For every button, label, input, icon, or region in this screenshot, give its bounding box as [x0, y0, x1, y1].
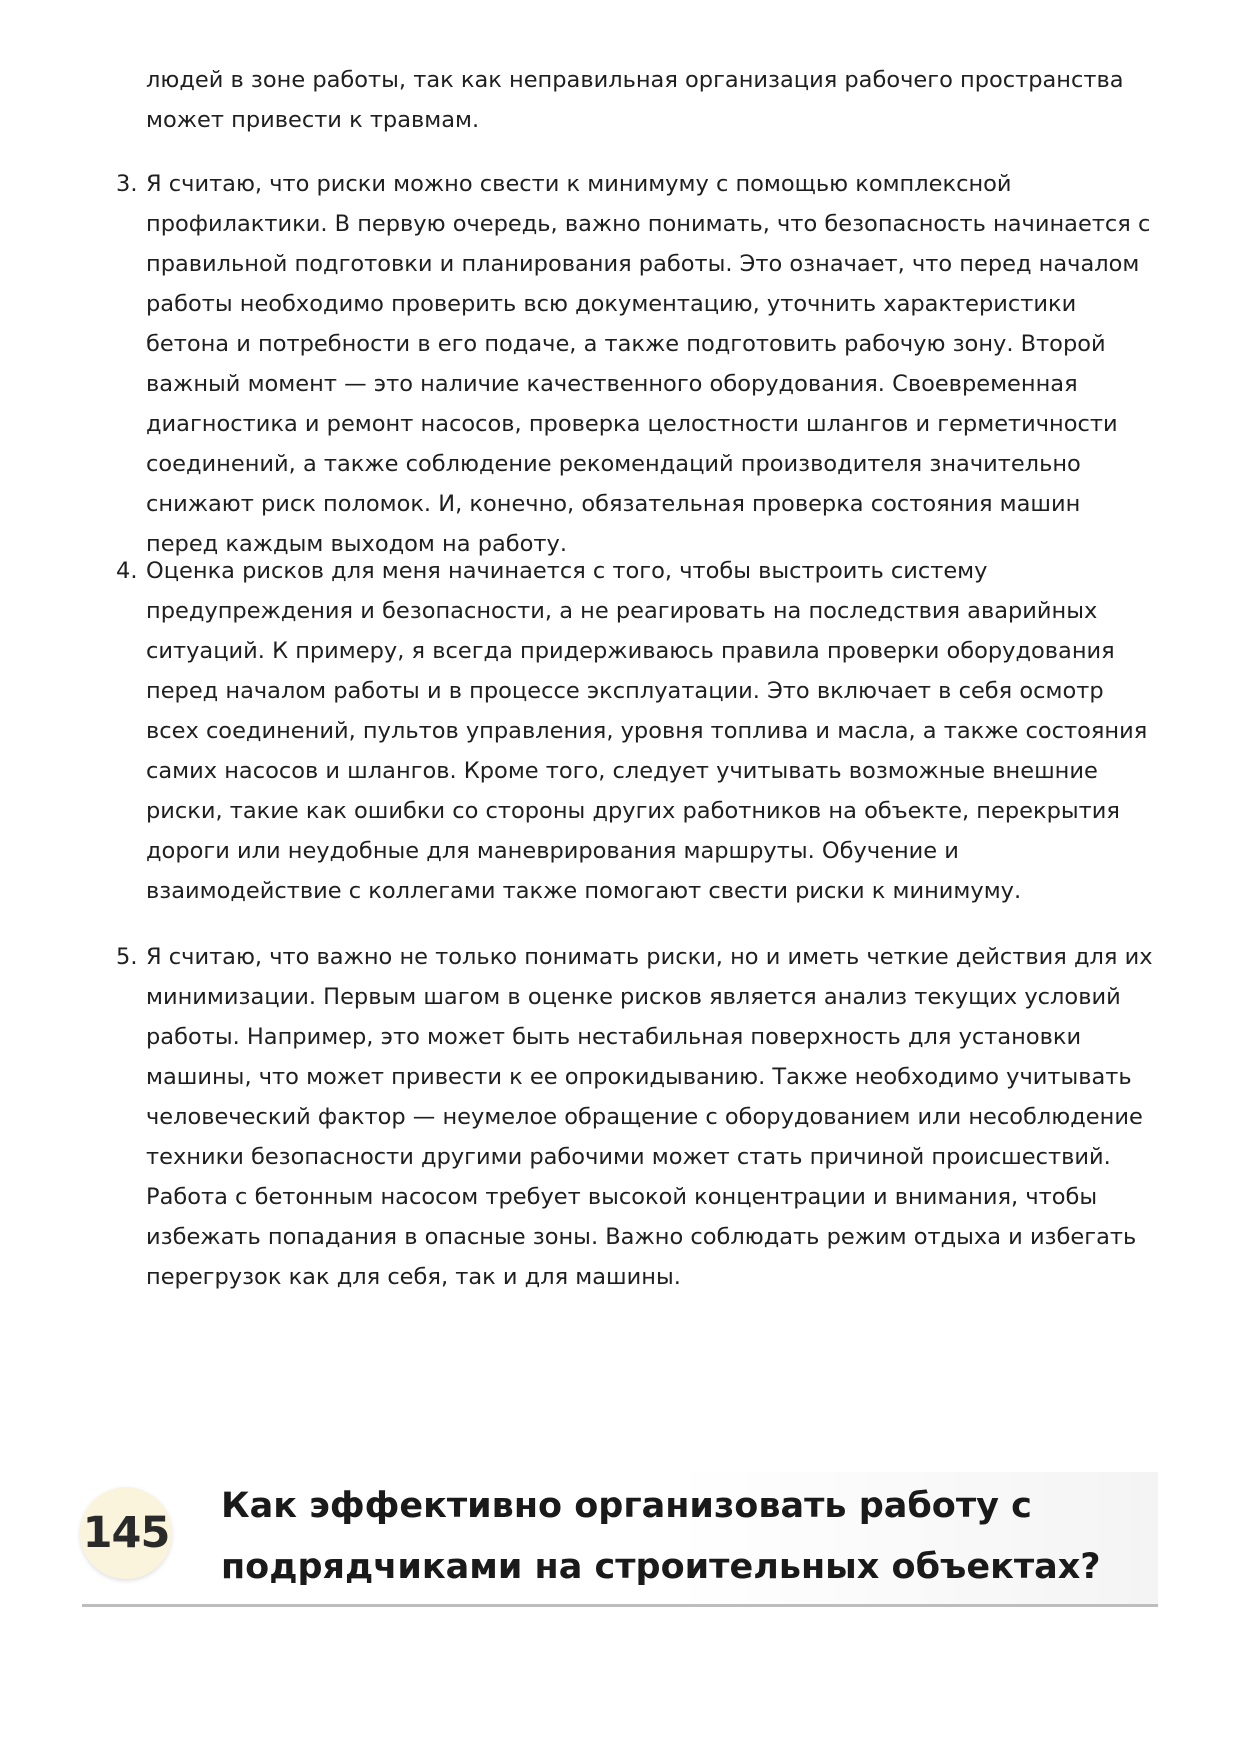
list-item-number: 3. [116, 171, 138, 197]
question-divider [82, 1604, 1158, 1607]
list-item-number: 4. [116, 558, 138, 584]
list-item-4 [116, 551, 1156, 911]
paragraph-continuation: людей в зоне работы, так как неправильная организация рабочего пространства может привести к травмам. [146, 67, 1124, 133]
question-title: Как эффективно организовать работу с подрядчиками на строительных объектах? [221, 1486, 1101, 1587]
list-item-number: 5. [116, 944, 138, 970]
list-item-text: Оценка рисков для меня начинается с того, чтобы выстроить систему предупреждения и безопасности, а не реагировать на последствия аварийных ситуаций. К примеру, я всегда придерживаюсь правила проверки оборудования перед началом работы и в процессе эксплуатации. Это включает в себя осмотр всех соединений, пультов управления, уровня топлива и масла, а также состояния самих насосов и шлангов. Кроме того, следует учитывать возможные внешние риски, такие как ошибки со стороны других работников на объекте, перекрытия дороги или неудобные для маневрирования маршруты. Обучение и взаимодействие с коллегами также помогают свести риски к минимуму. [146, 558, 1148, 904]
list-item-text: Я считаю, что риски можно свести к минимуму с помощью комплексной профилактики. В первую очередь, важно понимать, что безопасность начинается с правильной подготовки и планирования работы. Это означает, что перед началом работы необходимо проверить всю документацию, уточнить характеристики бетона и потребности в его подаче, а также подготовить рабочую зону. Второй важный момент — это наличие качественного оборудования. Своевременная диагностика и ремонт насосов, проверка целостности шлангов и герметичности соединений, а также соблюдение рекомендаций производителя значительно снижают риск поломок. И, конечно, обязательная проверка состояния машин перед каждым выходом на работу. [146, 171, 1151, 557]
list-item-text: Я считаю, что важно не только понимать риски, но и иметь четкие действия для их минимизации. Первым шагом в оценке рисков является анализ текущих условий работы. Например, это может быть нестабильная поверхность для установки машины, что может привести к ее опрокидыванию. Также необходимо учитывать человеческий фактор — неумелое обращение с оборудованием или несоблюдение техники безопасности другими рабочими может стать причиной происшествий. Работа с бетонным насосом требует высокой концентрации и внимания, чтобы избежать попадания в опасные зоны. Важно соблюдать режим отдыха и избегать перегрузок как для себя, так и для машины. [146, 944, 1153, 1290]
list-item-5 [116, 937, 1156, 1297]
list-item-3 [116, 164, 1156, 564]
question-number-badge: 145 [80, 1487, 172, 1579]
